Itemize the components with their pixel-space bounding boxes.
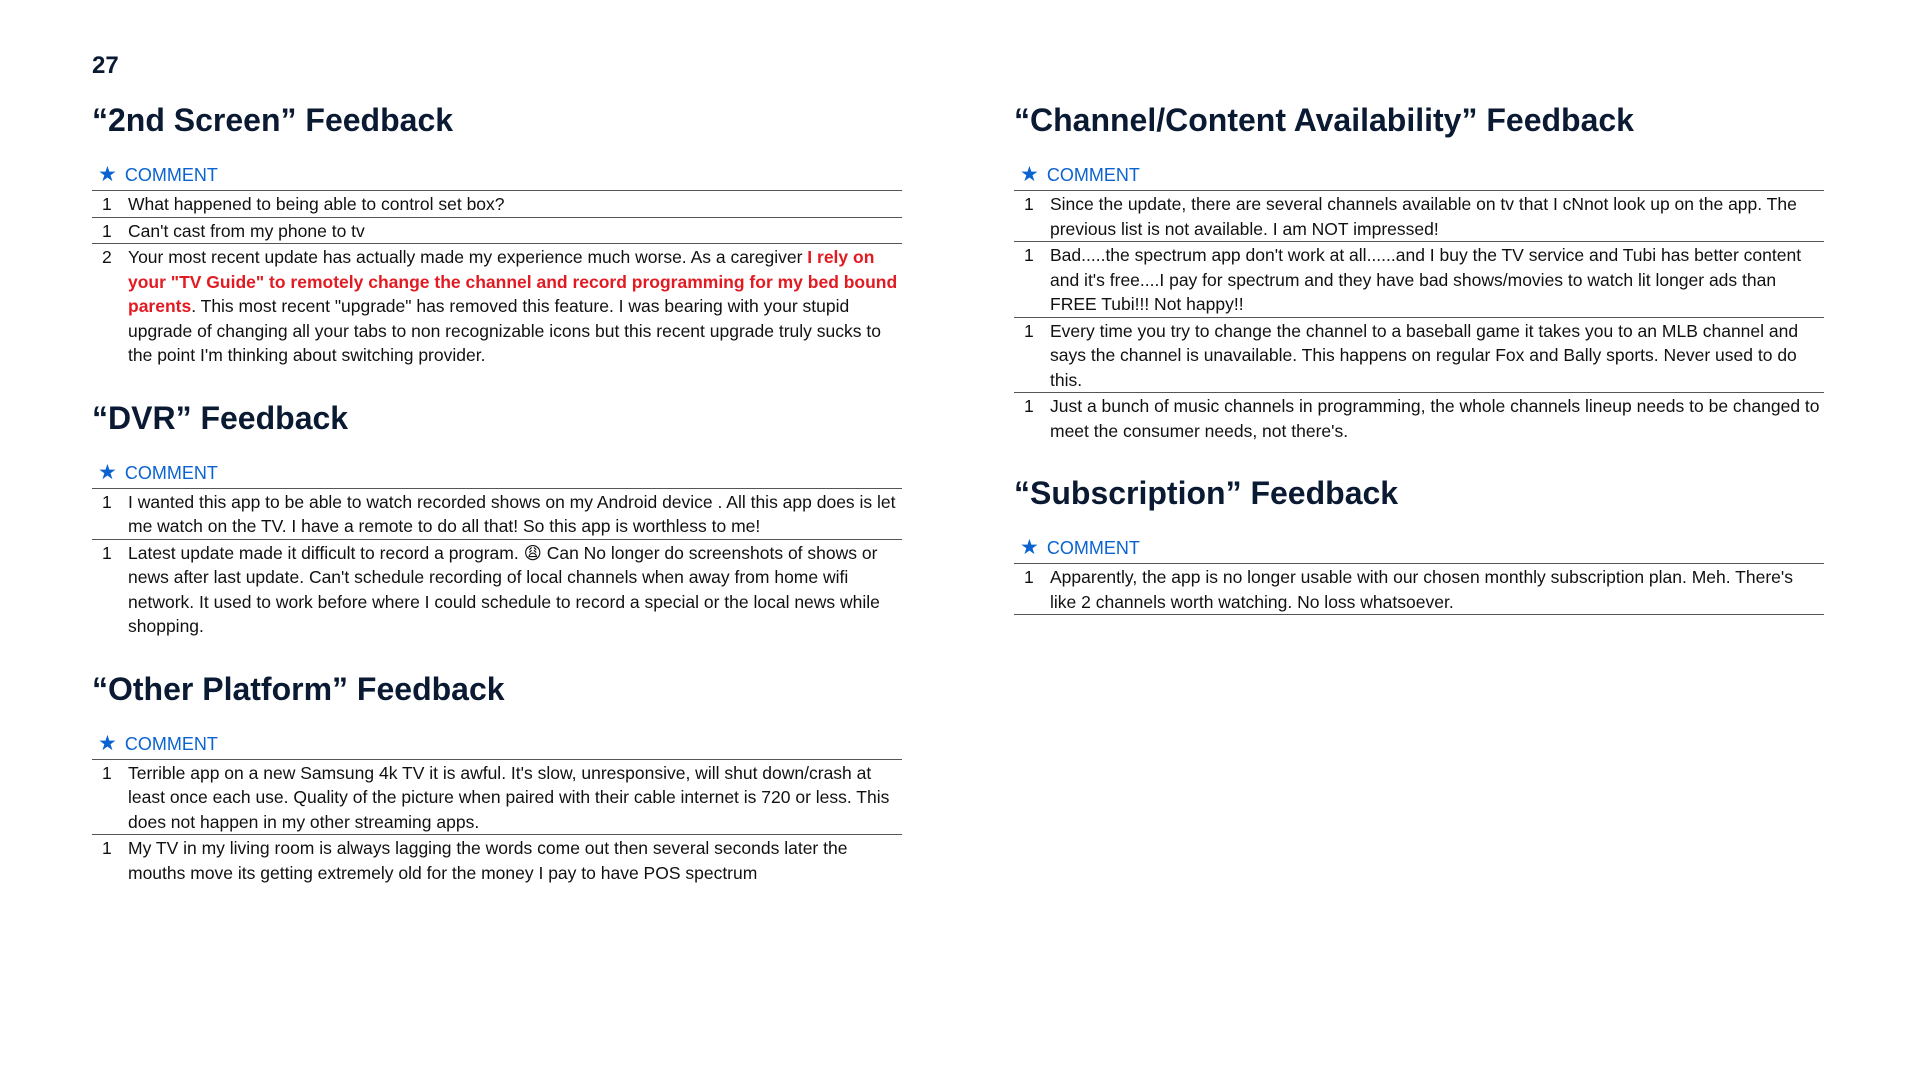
row-count: 1 <box>1024 567 1034 587</box>
comment-header-label: COMMENT <box>1046 165 1140 185</box>
table-row <box>92 489 902 540</box>
star-icon: ★ <box>1020 163 1039 186</box>
comment-text: . This most recent "upgrade" has removed this feature. I was bearing with your stupid upgrade of changing all your tabs to non recognizable icons but this recent upgrade truly sucks to the point I'm thinking about switching provider. <box>128 296 881 365</box>
star-icon: ★ <box>98 460 117 484</box>
row-count: 1 <box>102 542 112 563</box>
table-row <box>92 540 902 639</box>
row-count: 1 <box>102 194 112 214</box>
section-2nd-screen <box>92 100 902 368</box>
row-comment <box>128 245 902 368</box>
section-channel-content-availability <box>1014 100 1824 443</box>
section-title: “DVR” Feedback <box>92 399 349 436</box>
row-count: 1 <box>102 838 112 858</box>
table-row <box>1014 318 1824 394</box>
comment-column-header <box>1014 164 1824 191</box>
row-comment: Terrible app on a new Samsung 4k TV it is awful. It's slow, unresponsive, will shut down/crash at least once each use. Quality of the picture when paired with their cable internet is 720 or less. This does not happen in my other streaming apps. <box>128 762 890 832</box>
star-icon: ★ <box>1020 536 1039 559</box>
row-comment: Bad.....the spectrum app don't work at all......and I buy the TV service and Tubi has better content and it's free....I pay for spectrum and they have bad shows/movies to watch lit longer ads than FREE Tubi!!! Not happy!! <box>1050 245 1802 314</box>
section-subscription <box>1014 473 1824 615</box>
section-title: “Other Platform” Feedback <box>92 670 505 707</box>
section-title: “Subscription” Feedback <box>1014 475 1399 511</box>
row-count: 1 <box>102 762 112 783</box>
comment-column-header <box>1014 537 1824 564</box>
right-column <box>1014 100 1824 645</box>
table-row <box>1014 393 1824 443</box>
comment-text: Your most recent update has actually made my experience much worse. As a caregiver <box>128 247 808 267</box>
row-count: 1 <box>102 220 112 241</box>
table-row <box>92 244 902 368</box>
row-comment: Just a bunch of music channels in programming, the whole channels lineup needs to be changed to meet the consumer needs, not there's. <box>1050 396 1820 441</box>
row-count: 2 <box>102 247 112 267</box>
comment-column-header <box>92 733 902 760</box>
comment-header-label: COMMENT <box>1046 538 1140 558</box>
section-title: “Channel/Content Availability” Feedback <box>1014 102 1634 138</box>
star-icon: ★ <box>98 163 117 186</box>
comment-header-label: COMMENT <box>124 733 218 754</box>
row-count: 1 <box>1024 320 1034 341</box>
row-count: 1 <box>102 491 112 512</box>
comment-column-header <box>92 462 902 489</box>
row-count: 1 <box>1024 194 1034 214</box>
row-count: 1 <box>1024 245 1034 265</box>
row-comment: Apparently, the app is no longer usable with our chosen monthly subscription plan. Meh. There's like 2 channels worth watching. No loss whatsoever. <box>1050 567 1793 612</box>
section-other-platform <box>92 669 902 886</box>
table-row <box>92 835 902 885</box>
highlighted-comment-text: I rely on your "TV Guide" to remotely change the channel and record programming for my bed bound parents <box>128 247 898 316</box>
row-count: 1 <box>1024 396 1034 416</box>
row-comment: My TV in my living room is always lagging the words come out then several seconds later the mouths move its getting extremely old for the money I pay to have POS spectrum <box>128 838 848 883</box>
row-comment: Since the update, there are several channels available on tv that I cNnot look up on the app. The previous list is not available. I am NOT impressed! <box>1050 194 1797 239</box>
table-row <box>92 218 902 245</box>
row-comment: I wanted this app to be able to watch recorded shows on my Android device . All this app does is let me watch on the TV. I have a remote to do all that! So this app is worthless to me! <box>128 491 896 536</box>
star-icon: ★ <box>98 731 117 755</box>
row-comment: Can't cast from my phone to tv <box>128 220 365 241</box>
table-row <box>1014 191 1824 242</box>
table-row <box>92 760 902 836</box>
page-number: 27 <box>92 52 119 79</box>
table-row <box>1014 242 1824 318</box>
table-row <box>1014 564 1824 615</box>
comment-header-label: COMMENT <box>124 462 218 483</box>
row-comment: Latest update made it difficult to record a program. 😩 Can No longer do screenshots of shows or news after last update. Can't schedule recording of local channels when away from home wifi network. It used to work before where I could schedule to record a special or the local news while shopping. <box>128 542 880 636</box>
section-dvr <box>92 398 902 639</box>
row-comment: Every time you try to change the channel to a baseball game it takes you to an MLB channel and says the channel is unavailable. This happens on regular Fox and Bally sports. Never used to do this. <box>1050 320 1799 390</box>
row-comment: What happened to being able to control set box? <box>128 194 505 214</box>
table-row <box>92 191 902 218</box>
left-column <box>92 100 902 915</box>
section-title: “2nd Screen” Feedback <box>92 102 454 138</box>
comment-column-header <box>92 164 902 191</box>
comment-header-label: COMMENT <box>124 165 218 185</box>
